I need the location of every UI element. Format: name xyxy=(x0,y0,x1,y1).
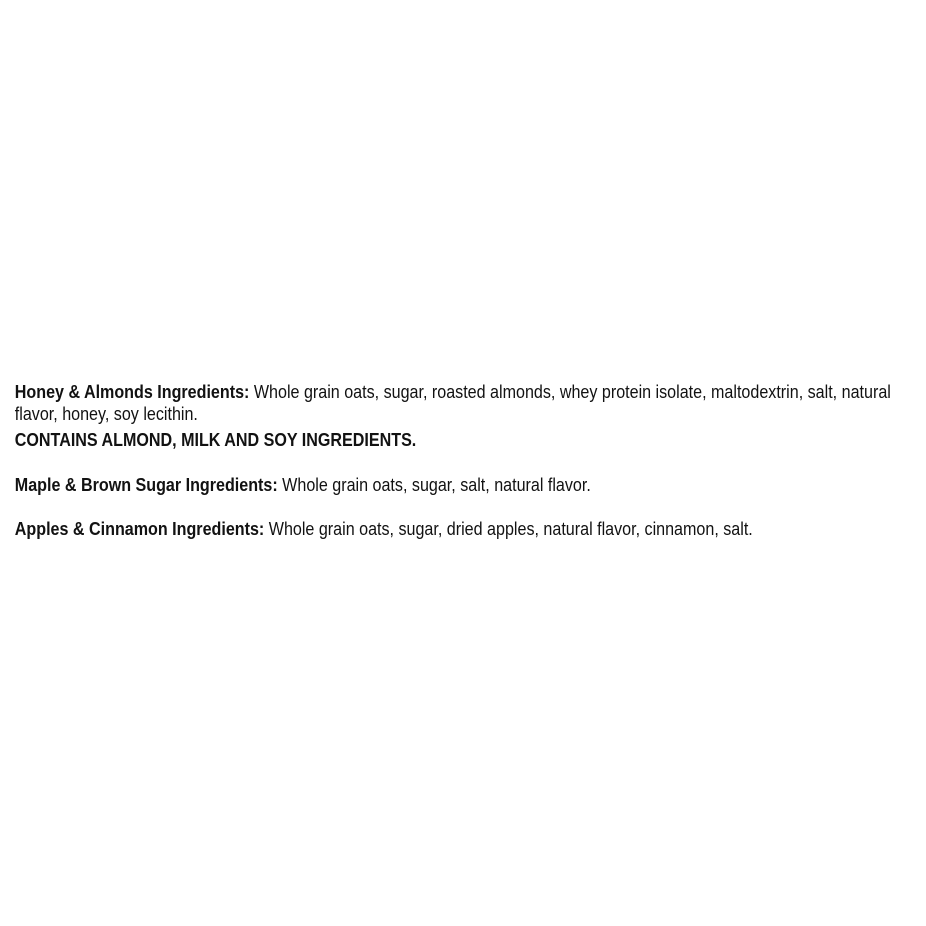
honey-almonds-ingredients-label: Honey & Almonds Ingredients: xyxy=(14,381,250,402)
maple-brown-sugar-ingredients-list: Whole grain oats, sugar, salt, natural flavor. xyxy=(277,474,591,495)
apples-cinnamon-ingredients-list: Whole grain oats, sugar, dried apples, natural flavor, cinnamon, salt. xyxy=(264,518,753,539)
ingredients-text-block xyxy=(0,381,926,540)
apples-cinnamon-ingredients xyxy=(15,518,911,540)
maple-brown-sugar-ingredients-label: Maple & Brown Sugar Ingredients: xyxy=(14,474,278,495)
honey-almonds-ingredients xyxy=(15,381,911,425)
honey-almonds-ingredients-list: Whole grain oats, sugar, roasted almonds, whey protein isolate, maltodextrin, salt, natural flavor, honey, soy lecithin. xyxy=(14,381,891,424)
allergen-contains-statement: CONTAINS ALMOND, MILK AND SOY INGREDIENTS. xyxy=(14,429,417,450)
apples-cinnamon-ingredients-label: Apples & Cinnamon Ingredients: xyxy=(14,518,265,539)
maple-brown-sugar-ingredients xyxy=(15,474,911,496)
